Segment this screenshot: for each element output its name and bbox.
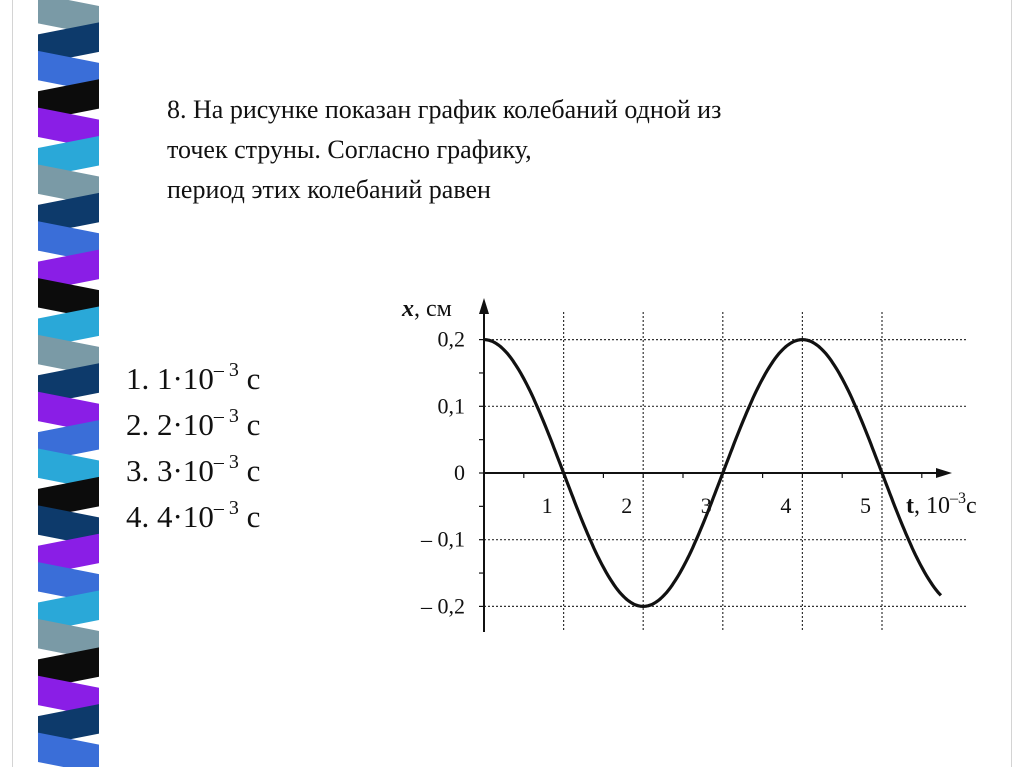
chart-axes [479,298,952,632]
x-tick-label: 1 [541,493,553,518]
answer-option-1-exponent: – 3 [213,359,239,381]
x-tick-label: 2 [621,493,633,518]
x-tick-label: 5 [860,493,871,518]
question-line-3: период этих колебаний равен [167,175,491,204]
x-axis-title-exponent: –3 [950,490,966,507]
y-axis-title-symbol: x [402,296,414,322]
y-axis-title [401,296,452,322]
answer-option-2-unit: с [238,407,261,442]
x-axis-title-scale: , 10 [914,493,950,519]
x-axis-title-symbol: t [906,493,914,519]
y-axis-title-unit: , см [414,296,452,322]
question-line-1: 8. На рисунке показан график колебаний одной из [167,95,722,124]
x-tick-label: 4 [780,493,792,518]
answer-option-1-text: 1. 1·10 [126,361,214,396]
answer-option-2-text: 2. 2·10 [126,407,214,442]
answer-option-1-unit: с [238,361,261,396]
answer-option-4-exponent: – 3 [213,497,239,519]
answer-option-3-exponent: – 3 [213,451,239,473]
y-tick-label: 0,2 [437,326,465,352]
y-tick-label: – 0,2 [421,593,465,619]
x-axis-title-unit: с [966,493,977,519]
x-axis-title [906,490,977,519]
answer-option-2-exponent: – 3 [213,405,239,427]
x-tick-label: 3 [700,493,712,518]
answer-option-3-text: 3. 3·10 [126,453,214,488]
x-axis-arrow [936,468,952,478]
answer-option-4-unit: с [238,499,261,534]
y-tick-label: – 0,1 [421,526,465,552]
y-tick-label: 0,1 [437,393,465,419]
answer-option-4-text: 4. 4·10 [126,499,214,534]
question-line-2: точек струны. Согласно графику, [167,135,532,164]
y-axis-arrow [479,298,489,314]
answer-option-3-unit: с [238,453,261,488]
y-tick-label: 0 [454,460,465,485]
